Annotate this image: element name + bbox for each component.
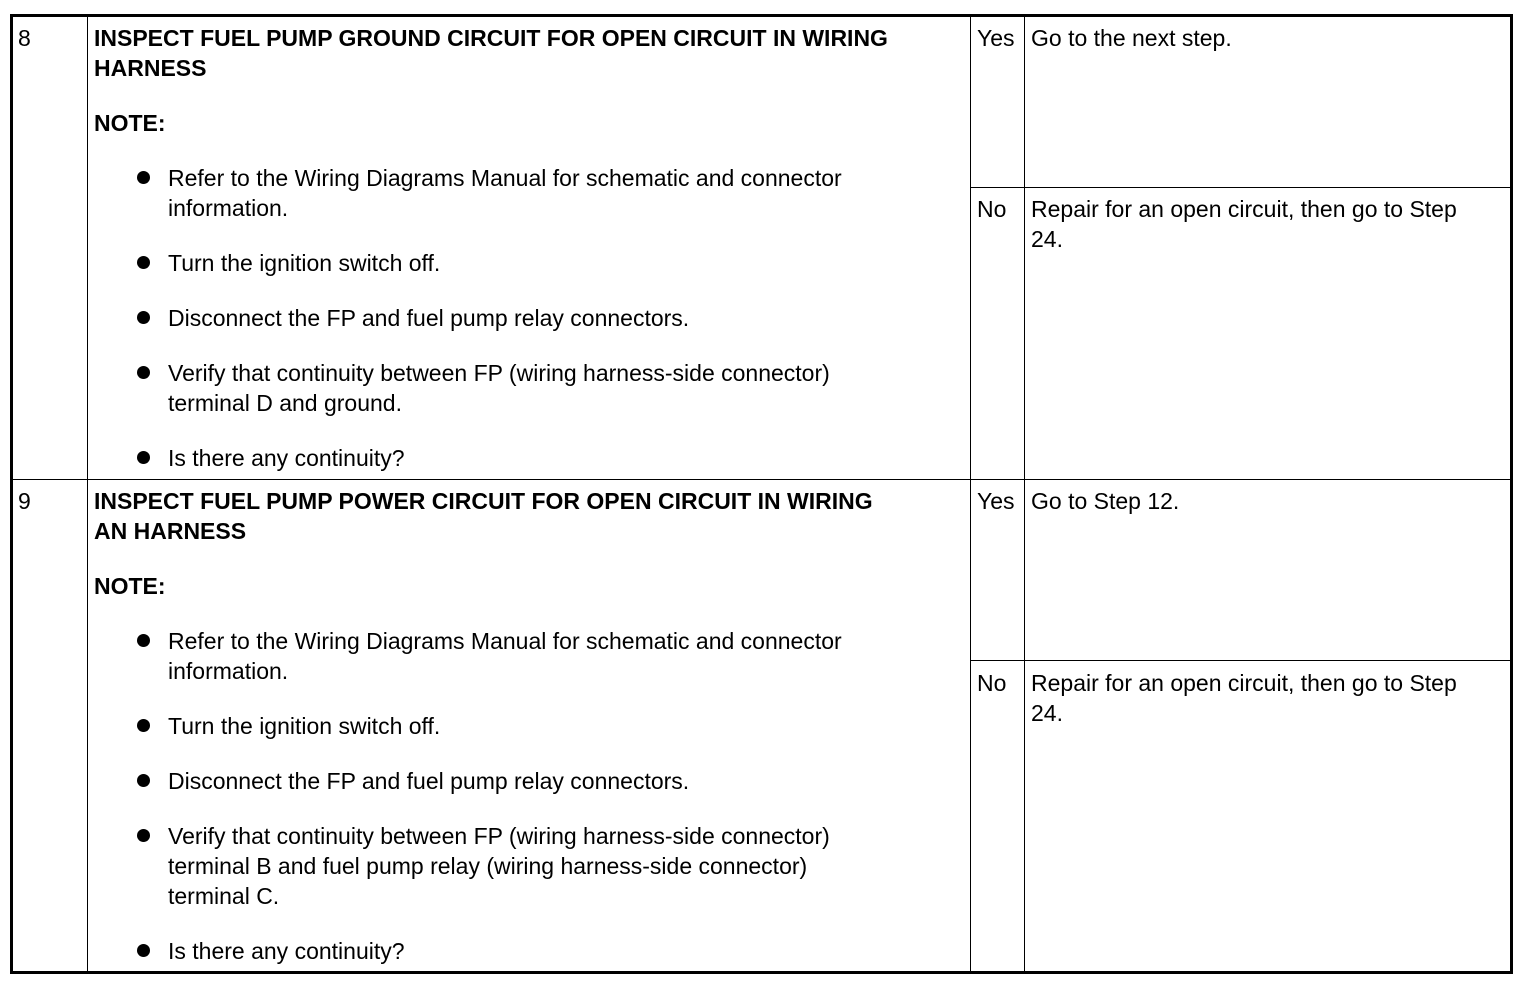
bullet-text: Is there any continuity? — [168, 938, 405, 964]
step-title: HARNESS — [94, 55, 207, 81]
bullet-text: Is there any continuity? — [168, 445, 405, 471]
bullet-text: Refer to the Wiring Diagrams Manual for schematic and connector — [168, 628, 842, 654]
column-divider-number — [87, 17, 88, 971]
bullet-text: Disconnect the FP and fuel pump relay connectors. — [168, 305, 690, 331]
column-divider-procedure — [970, 17, 971, 971]
bullet-dot — [137, 634, 150, 647]
bullet-text: Verify that continuity between FP (wiring harness-side connector) — [168, 360, 830, 386]
bullet-dot — [137, 311, 150, 324]
yes-label: Yes — [977, 25, 1015, 51]
note-label: NOTE: — [94, 110, 166, 136]
bullet-text: Turn the ignition switch off. — [168, 250, 441, 276]
no-action: Repair for an open circuit, then go to Step — [1031, 670, 1457, 696]
bullet-text: terminal C. — [168, 883, 280, 909]
bullet-dot — [137, 774, 150, 787]
bullet-text: information. — [168, 195, 289, 221]
yes-action: Go to Step 12. — [1031, 488, 1180, 514]
no-label: No — [977, 196, 1007, 222]
bullet-text: Turn the ignition switch off. — [168, 713, 441, 739]
bullet-text: Verify that continuity between FP (wiring harness-side connector) — [168, 823, 830, 849]
column-divider-result — [1024, 17, 1025, 971]
bullet-text: terminal D and ground. — [168, 390, 402, 416]
row-divider-yes-no-step8 — [970, 187, 1510, 188]
bullet-dot — [137, 256, 150, 269]
no-action: Repair for an open circuit, then go to Step — [1031, 196, 1457, 222]
bullet-dot — [137, 944, 150, 957]
no-label: No — [977, 670, 1007, 696]
no-action: 24. — [1031, 226, 1063, 252]
yes-label: Yes — [977, 488, 1015, 514]
note-label: NOTE: — [94, 573, 166, 599]
bullet-text: information. — [168, 658, 289, 684]
step-title: AN HARNESS — [94, 518, 247, 544]
row-divider-step — [13, 479, 1510, 480]
step-title: INSPECT FUEL PUMP POWER CIRCUIT FOR OPEN CIRCUIT IN WIRING — [94, 488, 873, 514]
bullet-text: Refer to the Wiring Diagrams Manual for schematic and connector — [168, 165, 842, 191]
bullet-text: Disconnect the FP and fuel pump relay connectors. — [168, 768, 690, 794]
no-action: 24. — [1031, 700, 1063, 726]
bullet-dot — [137, 719, 150, 732]
bullet-dot — [137, 829, 150, 842]
bullet-dot — [137, 451, 150, 464]
yes-action: Go to the next step. — [1031, 25, 1232, 51]
bullet-text: terminal B and fuel pump relay (wiring harness-side connector) — [168, 853, 808, 879]
row-divider-yes-no-step9 — [970, 660, 1510, 661]
step-number: 9 — [18, 488, 31, 514]
bullet-dot — [137, 171, 150, 184]
step-title: INSPECT FUEL PUMP GROUND CIRCUIT FOR OPEN CIRCUIT IN WIRING — [94, 25, 888, 51]
step-number: 8 — [18, 25, 31, 51]
bullet-dot — [137, 366, 150, 379]
